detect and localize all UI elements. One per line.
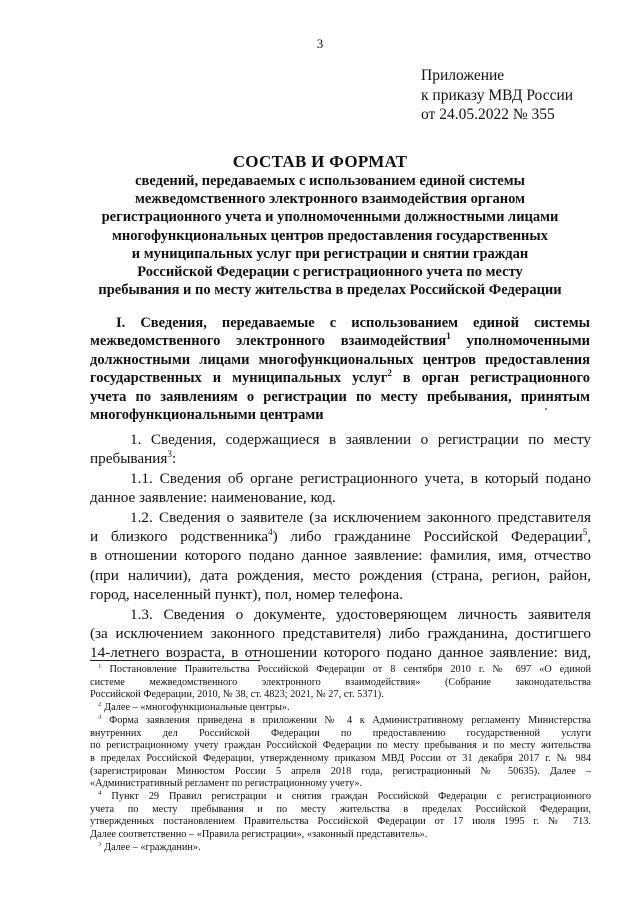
footnotes bbox=[90, 664, 591, 855]
annex-line: к приказу МВД России bbox=[421, 86, 574, 104]
footnote-line: системе межведомственного электронного взаимодействия» (Собрание законодательства bbox=[90, 676, 591, 688]
body-line: город, населенный пункт), пол, номер телефона. bbox=[90, 586, 403, 604]
footnote-ref: 4 bbox=[268, 527, 273, 537]
footnote-ref: 1 bbox=[446, 331, 451, 342]
subtitle-line: и муниципальных услуг при регистрации и снятии граждан bbox=[131, 245, 529, 262]
document-subtitle bbox=[80, 172, 580, 299]
subtitle-line: межведомственного электронного взаимодействия органом bbox=[134, 191, 526, 208]
footnote-line: в пределах Российской Федерации, утвержденному приказом МВД России от 31 декабря 2017 г. № 984 bbox=[90, 752, 591, 764]
footnote-line: Далее соответственно – «Правила регистрации», «законный представитель». bbox=[90, 829, 428, 841]
body-line: 1.1. Сведения об органе регистрационного учета, в который подано bbox=[130, 469, 591, 487]
body-line: и близкого родственника$^4$) либо гражданине Российской Федерации$^5$, bbox=[90, 527, 591, 546]
footnote-line: $^5$ Далее – «гражданин». bbox=[90, 842, 591, 855]
body-line: (при наличии), дата рождения, место рождения (страна, регион, район, bbox=[90, 566, 591, 584]
footnote-line: по регистрационному учету граждан Российской Федерации по месту пребывания и по месту жительства bbox=[90, 740, 591, 752]
section-line: учета по заявлениям о регистрации по месту пребывания, принятым bbox=[90, 388, 590, 405]
section-line: государственных и муниципальных услуг$^2$ в орган регистрационного bbox=[90, 368, 590, 387]
section-line: многофункциональными центрами bbox=[90, 407, 324, 424]
footnote-separator bbox=[90, 660, 260, 661]
scan-speck bbox=[545, 408, 547, 410]
footnote-ref: 3 bbox=[167, 449, 172, 460]
subtitle-line: регистрационного учета и уполномоченными должностными лицами bbox=[101, 209, 559, 226]
subtitle-line: сведений, передаваемых с использованием единой системы bbox=[135, 173, 525, 189]
body-line: в отношении которого подано данное заявление: фамилия, имя, отчество bbox=[90, 547, 591, 565]
subtitle-line: пребывания и по месту жительства в пределах Российской Федерации bbox=[98, 282, 562, 299]
document-title: СОСТАВ И ФОРМАТ bbox=[232, 152, 408, 171]
subtitle-line: многофункциональных центров предоставления государственных bbox=[112, 227, 548, 244]
section-line: I. Сведения, передаваемые с использованием единой системы bbox=[116, 315, 590, 331]
footnote-ref: 5 bbox=[582, 527, 588, 537]
footnote-ref: 2 bbox=[387, 368, 392, 379]
footnote-line: $^1$ Постановление Правительства Российской Федерации от 8 сентября 2010 г. № 697 «О единой bbox=[90, 664, 591, 677]
body-text bbox=[90, 430, 591, 663]
body-line: 1. Сведения, содержащиеся в заявлении о регистрации по месту bbox=[130, 431, 591, 448]
footnote-line: утвержденных постановлением Правительства Российской Федерации от 17 июля 1995 г. № 713. bbox=[90, 816, 591, 828]
body-line: данное заявление: наименование, код. bbox=[90, 489, 336, 507]
section-heading bbox=[90, 314, 590, 424]
footnote-marker: 1 bbox=[98, 664, 102, 670]
footnote-line: внутренних дел Российской Федерации по предоставлению государственной услуги bbox=[90, 727, 591, 739]
footnote-line: учета по месту пребывания и по месту жительства в пределах Российской Федерации, bbox=[90, 803, 591, 815]
footnote-line: (зарегистрирован Минюстом России 5 апреля 2018 года, регистрационный № 50635). Далее – bbox=[90, 765, 591, 777]
body-line: 1.3. Сведения о документе, удостоверяющем личность заявителя bbox=[130, 605, 591, 623]
subtitle-line: Российской Федерации с регистрационного учета по месту bbox=[137, 264, 523, 281]
footnote-line: Российской Федерации, 2010, № 38, ст. 4823; 2021, № 27, ст. 5371). bbox=[90, 689, 384, 701]
page-number: 3 bbox=[316, 36, 324, 51]
body-line: пребывания$^3$: bbox=[90, 449, 177, 468]
body-line: 1.2. Сведения о заявителе (за исключением законного представителя bbox=[130, 508, 591, 526]
annex-line: Приложение bbox=[421, 67, 505, 84]
footnote-marker: 3 bbox=[98, 714, 102, 721]
footnote-marker: 4 bbox=[98, 791, 102, 797]
annex-header bbox=[421, 66, 573, 125]
section-line: межведомственного электронного взаимодействия$^1$ уполномоченными bbox=[90, 331, 590, 350]
body-line: (за исключением законного представителя) либо гражданина, достигшего bbox=[90, 625, 591, 643]
footnote-line: $^3$ Форма заявления приведена в приложении № 4 к Административному регламенту Министерства bbox=[90, 715, 591, 728]
footnote-marker: 2 bbox=[98, 702, 102, 708]
annex-line: от 24.05.2022 № 355 bbox=[421, 106, 555, 123]
section-line: должностными лицами многофункциональных центров предоставления bbox=[90, 351, 590, 368]
footnote-line: «Административный регламент по регистрационному учету». bbox=[90, 778, 363, 790]
body-line: 14-летнего возраста, в отношении которого подано данное заявление: вид, bbox=[90, 644, 591, 662]
footnote-line: $^4$ Пункт 29 Правил регистрации и снятия граждан Российской Федерации с регистрационного bbox=[90, 791, 591, 804]
footnote-line: $^2$ Далее – «многофункциональные центры». bbox=[90, 702, 591, 715]
footnote-marker: 5 bbox=[98, 841, 102, 848]
